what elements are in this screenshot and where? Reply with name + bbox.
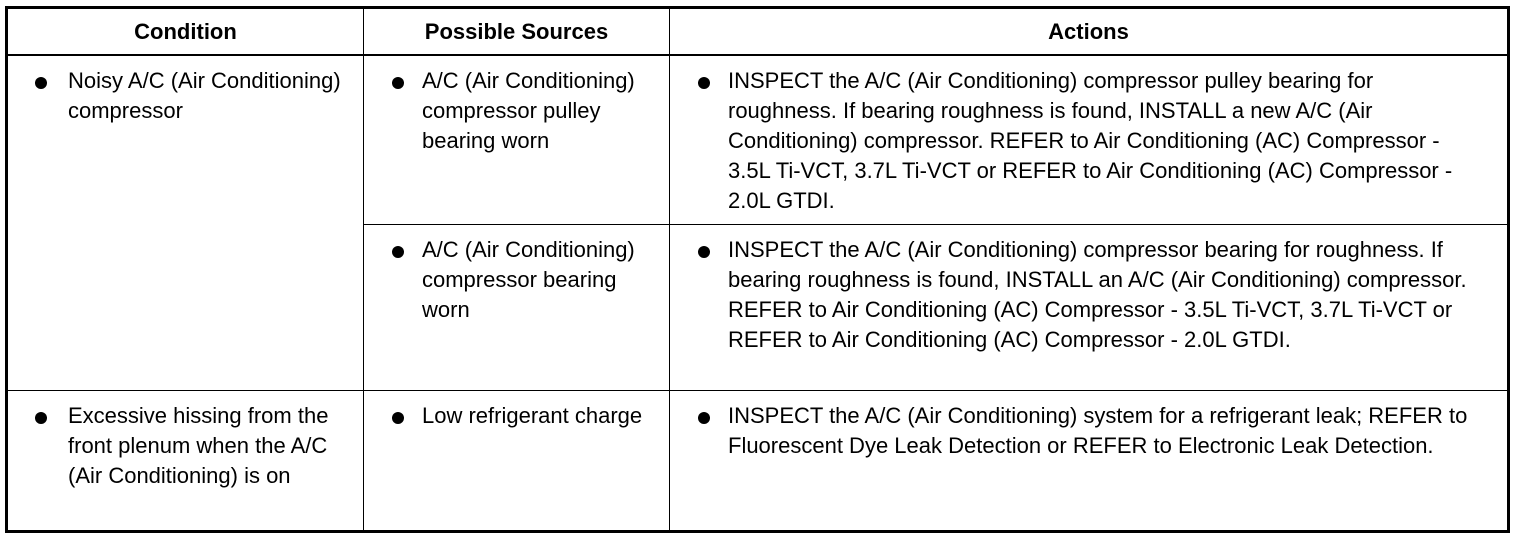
action-cell	[670, 391, 1509, 532]
bullet-icon	[392, 412, 404, 424]
condition-cell	[7, 55, 364, 391]
action-cell	[670, 225, 1509, 391]
action-cell	[670, 55, 1509, 225]
action-text: INSPECT the A/C (Air Conditioning) compressor pulley bearing for roughness. If bearing roughness is found, INSTALL a new A/C (Air Conditioning) compressor. REFER to Air Conditioning (AC) Compressor - 3.5L Ti-VCT, 3.7L Ti-VCT or REFER to Air Conditioning (AC) Compressor - 2.0L GTDI.	[728, 68, 1453, 213]
source-text: A/C (Air Conditioning) compressor bearing worn	[422, 237, 635, 322]
diagnostic-table	[5, 6, 1510, 533]
source-cell	[364, 55, 670, 225]
table-row	[7, 55, 1509, 225]
header-condition: Condition	[7, 8, 364, 56]
bullet-icon	[35, 412, 47, 424]
condition-cell	[7, 391, 364, 532]
table-row	[7, 391, 1509, 532]
bullet-icon	[698, 77, 710, 89]
header-row	[7, 8, 1509, 56]
bullet-icon	[35, 77, 47, 89]
bullet-icon	[698, 246, 710, 258]
source-cell	[364, 391, 670, 532]
header-actions: Actions	[670, 8, 1509, 56]
condition-text: Excessive hissing from the front plenum when the A/C (Air Conditioning) is on	[68, 403, 329, 488]
header-possible-sources: Possible Sources	[364, 8, 670, 56]
bullet-icon	[698, 412, 710, 424]
action-text: INSPECT the A/C (Air Conditioning) compressor bearing for roughness. If bearing roughness is found, INSTALL an A/C (Air Conditioning) compressor. REFER to Air Conditioning (AC) Compressor - 3.5L Ti-VCT, 3.7L Ti-VCT or REFER to Air Conditioning (AC) Compressor - 2.0L GTDI.	[728, 237, 1467, 352]
action-text: INSPECT the A/C (Air Conditioning) system for a refrigerant leak; REFER to Fluorescent Dye Leak Detection or REFER to Electronic Leak Detection.	[728, 403, 1468, 458]
source-text: A/C (Air Conditioning) compressor pulley bearing worn	[422, 68, 635, 153]
bullet-icon	[392, 246, 404, 258]
condition-text: Noisy A/C (Air Conditioning) compressor	[68, 68, 341, 123]
bullet-icon	[392, 77, 404, 89]
source-text: Low refrigerant charge	[422, 403, 643, 428]
source-cell	[364, 225, 670, 391]
